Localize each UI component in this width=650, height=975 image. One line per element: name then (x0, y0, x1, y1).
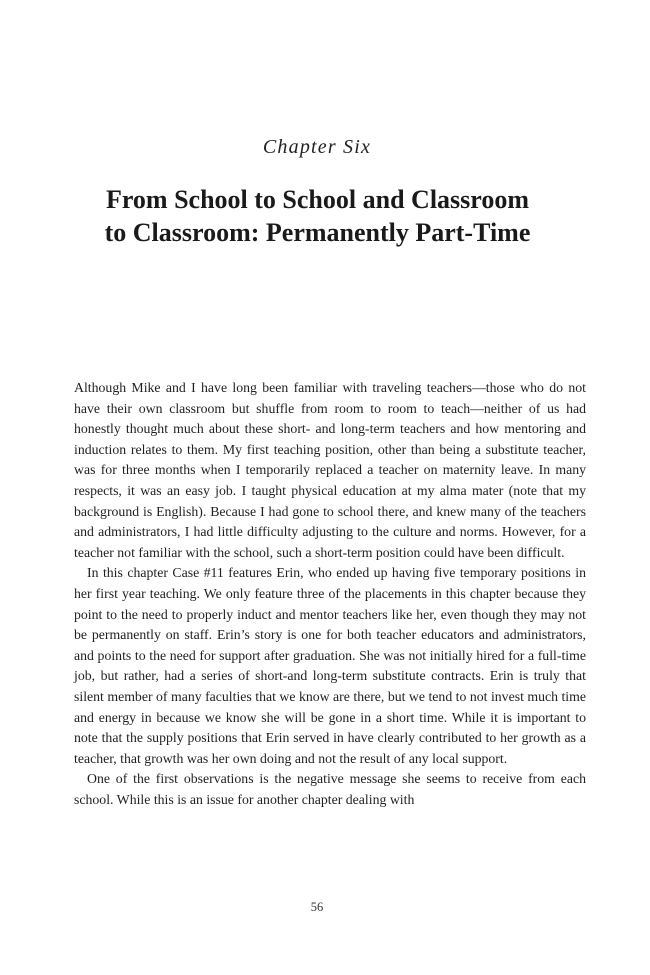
chapter-title (60, 183, 575, 249)
paragraph-1: Although Mike and I have long been familiar with traveling teachers—those who do not have their own classroom but shuffle from room to room to teach—neither of us had honestly thought much about these short- and long-term teachers and how mentoring and induction relates to them. My first teaching position, other than being a substitute teacher, was for three months when I temporarily replaced a teacher on maternity leave. In many respects, it was an easy job. I taught physical education at my alma mater (note that my background is English). Because I had gone to school there, and knew many of the teachers and administrators, I had little difficulty adjusting to the culture and norms. However, for a teacher not familiar with the school, such a short-term position could have been difficult. (74, 380, 586, 560)
chapter-label: Chapter Six (262, 136, 372, 158)
body-text (74, 378, 586, 810)
chapter-title-line-1: From School to School and Classroom (105, 185, 530, 214)
chapter-title-line-2: to Classroom: Permanently Part-Time (104, 218, 531, 247)
page-number: 56 (310, 900, 324, 914)
paragraph-2: In this chapter Case #11 features Erin, who ended up having five temporary positions in her first year teaching. We only feature three of the placements in this chapter because they point to the need to properly induct and mentor teachers like her, even though they may not be permanently on staff. Erin’s story is one for both teacher educators and administrators, and points to the need for support after graduation. She was not initially hired for a full-time job, but rather, had a series of short-and long-term substitute contracts. Erin is truly that silent member of many faculties that we know are there, but we tend to not invest much time and energy in because we know she will be gone in a short time. While it is important to note that the supply positions that Erin served in have clearly contributed to her growth as a teacher, that growth was her own doing and not the result of any local support. (74, 565, 586, 766)
paragraph-3: One of the first observations is the negative message she seems to receive from each school. While this is an issue for another chapter dealing with (74, 771, 586, 807)
